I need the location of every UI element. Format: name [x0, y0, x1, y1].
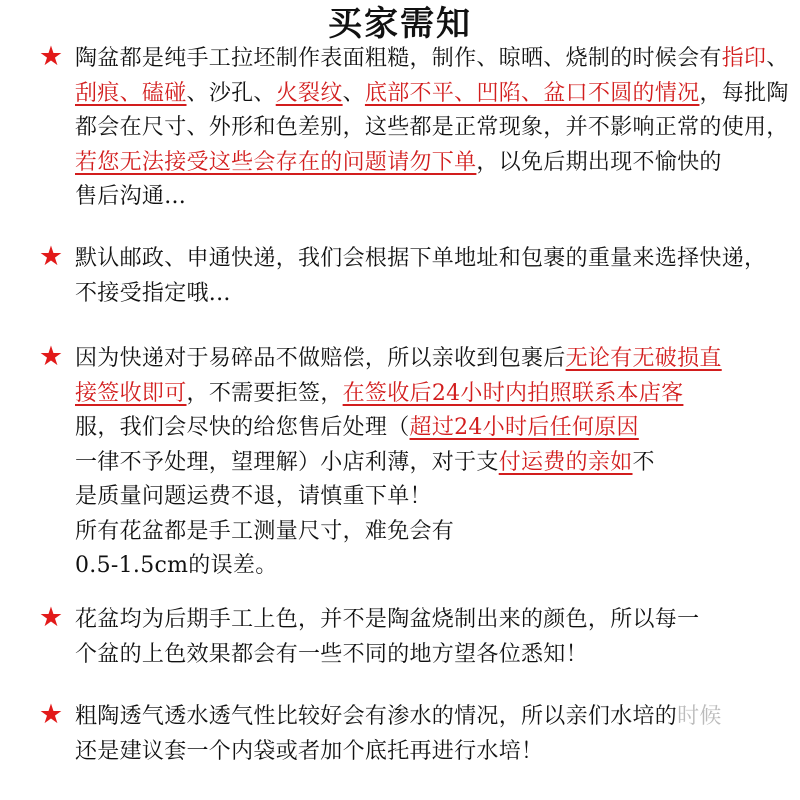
notice-highlight: 付运费的亲如 — [498, 449, 633, 475]
notice-text: ，以免后期出现不愉快的 — [476, 149, 722, 175]
notice-line — [75, 735, 543, 769]
notice-line — [75, 700, 722, 734]
notice-line — [75, 77, 789, 111]
notice-line — [75, 515, 454, 549]
notice-line — [75, 242, 766, 276]
notice-text: 是质量问题运费不退，请慎重下单！ — [75, 484, 432, 509]
notice-text: 所有花盆都是手工测量尺寸，难免会有 — [75, 518, 455, 544]
notice-highlight: 火裂纹 — [275, 80, 343, 106]
notice-line — [75, 180, 186, 214]
notice-line — [75, 638, 588, 672]
notice-highlight: 指印 — [721, 46, 767, 71]
notice-text: 一律不予处理，望理解）小店利薄，对于支 — [75, 449, 499, 475]
notice-text: 、 — [766, 46, 789, 71]
notice-line — [75, 111, 789, 145]
notice-text: ，不需要拒签， — [186, 380, 343, 406]
notice-text: 因为快递对于易碎品不做赔偿，所以亲收到包裹后 — [75, 346, 566, 371]
notice-text: 、 — [342, 80, 365, 106]
notice-text: 、沙孔、 — [186, 80, 276, 106]
notice-highlight: 刮痕、磕碰 — [75, 80, 187, 106]
notice-text: 花盆均为后期手工上色，并不是陶盆烧制出来的颜色，所以每一 — [75, 607, 700, 632]
notice-text: 个盆的上色效果都会有一些不同的地方望各位悉知！ — [75, 641, 588, 667]
red-star-icon: ★ — [38, 41, 64, 72]
notice-text: 售后沟通... — [75, 184, 187, 209]
notice-line — [75, 603, 699, 637]
notice-text: 陶盆都是纯手工拉坯制作表面粗糙，制作、晾晒、烧制的时候会有 — [75, 46, 722, 71]
notice-text: 服 — [75, 415, 98, 440]
red-star-icon: ★ — [38, 241, 64, 272]
notice-text: 不 — [632, 449, 655, 475]
page-title: 买家需知 — [328, 4, 472, 44]
notice-text: 粗陶透气透水透气性比较好会有渗水的情况，所以亲们水培的 — [75, 704, 678, 729]
notice-line — [75, 411, 639, 445]
red-star-icon: ★ — [38, 602, 64, 633]
notice-text: 不接受指定哦... — [75, 280, 231, 306]
notice-highlight: 任何原因 — [549, 415, 639, 440]
notice-highlight: 在签收后24小时内拍照联系本店客 — [342, 380, 684, 406]
notice-text: 都会在尺寸、外形和色差别，这些都是正常现象，并不影响正常的使用， — [75, 115, 789, 140]
notice-highlight: 底部不平、凹陷、盆口不圆的情况 — [364, 80, 700, 106]
notice-line — [75, 277, 231, 311]
notice-text: ，我们会尽快的给您售后处理（ — [97, 415, 410, 440]
notice-highlight: 超过24小时后 — [409, 415, 550, 440]
notice-line — [75, 42, 789, 76]
notice-highlight: 无论有无破损直 — [565, 346, 722, 371]
red-star-icon: ★ — [38, 341, 64, 372]
notice-highlight: 若您无法接受这些会存在的问题请勿下单 — [75, 149, 477, 175]
notice-line — [75, 342, 722, 376]
notice-text: 0.5-1.5cm的误差。 — [75, 553, 278, 578]
notice-line — [75, 549, 278, 583]
notice-line — [75, 377, 683, 411]
notice-line — [75, 146, 722, 180]
notice-highlight: 接签收即可 — [75, 380, 187, 406]
notice-line — [75, 480, 432, 514]
notice-text: 默认邮政、申通快递，我们会根据下单地址和包裹的重量来选择快递， — [75, 246, 767, 271]
red-star-icon: ★ — [38, 699, 64, 730]
notice-text: ，每批陶 — [699, 80, 789, 106]
notice-highlight: 时候 — [677, 704, 722, 729]
notice-text: 还是建议套一个内袋或者加个底托再进行水培！ — [75, 738, 544, 764]
notice-line — [75, 446, 655, 480]
